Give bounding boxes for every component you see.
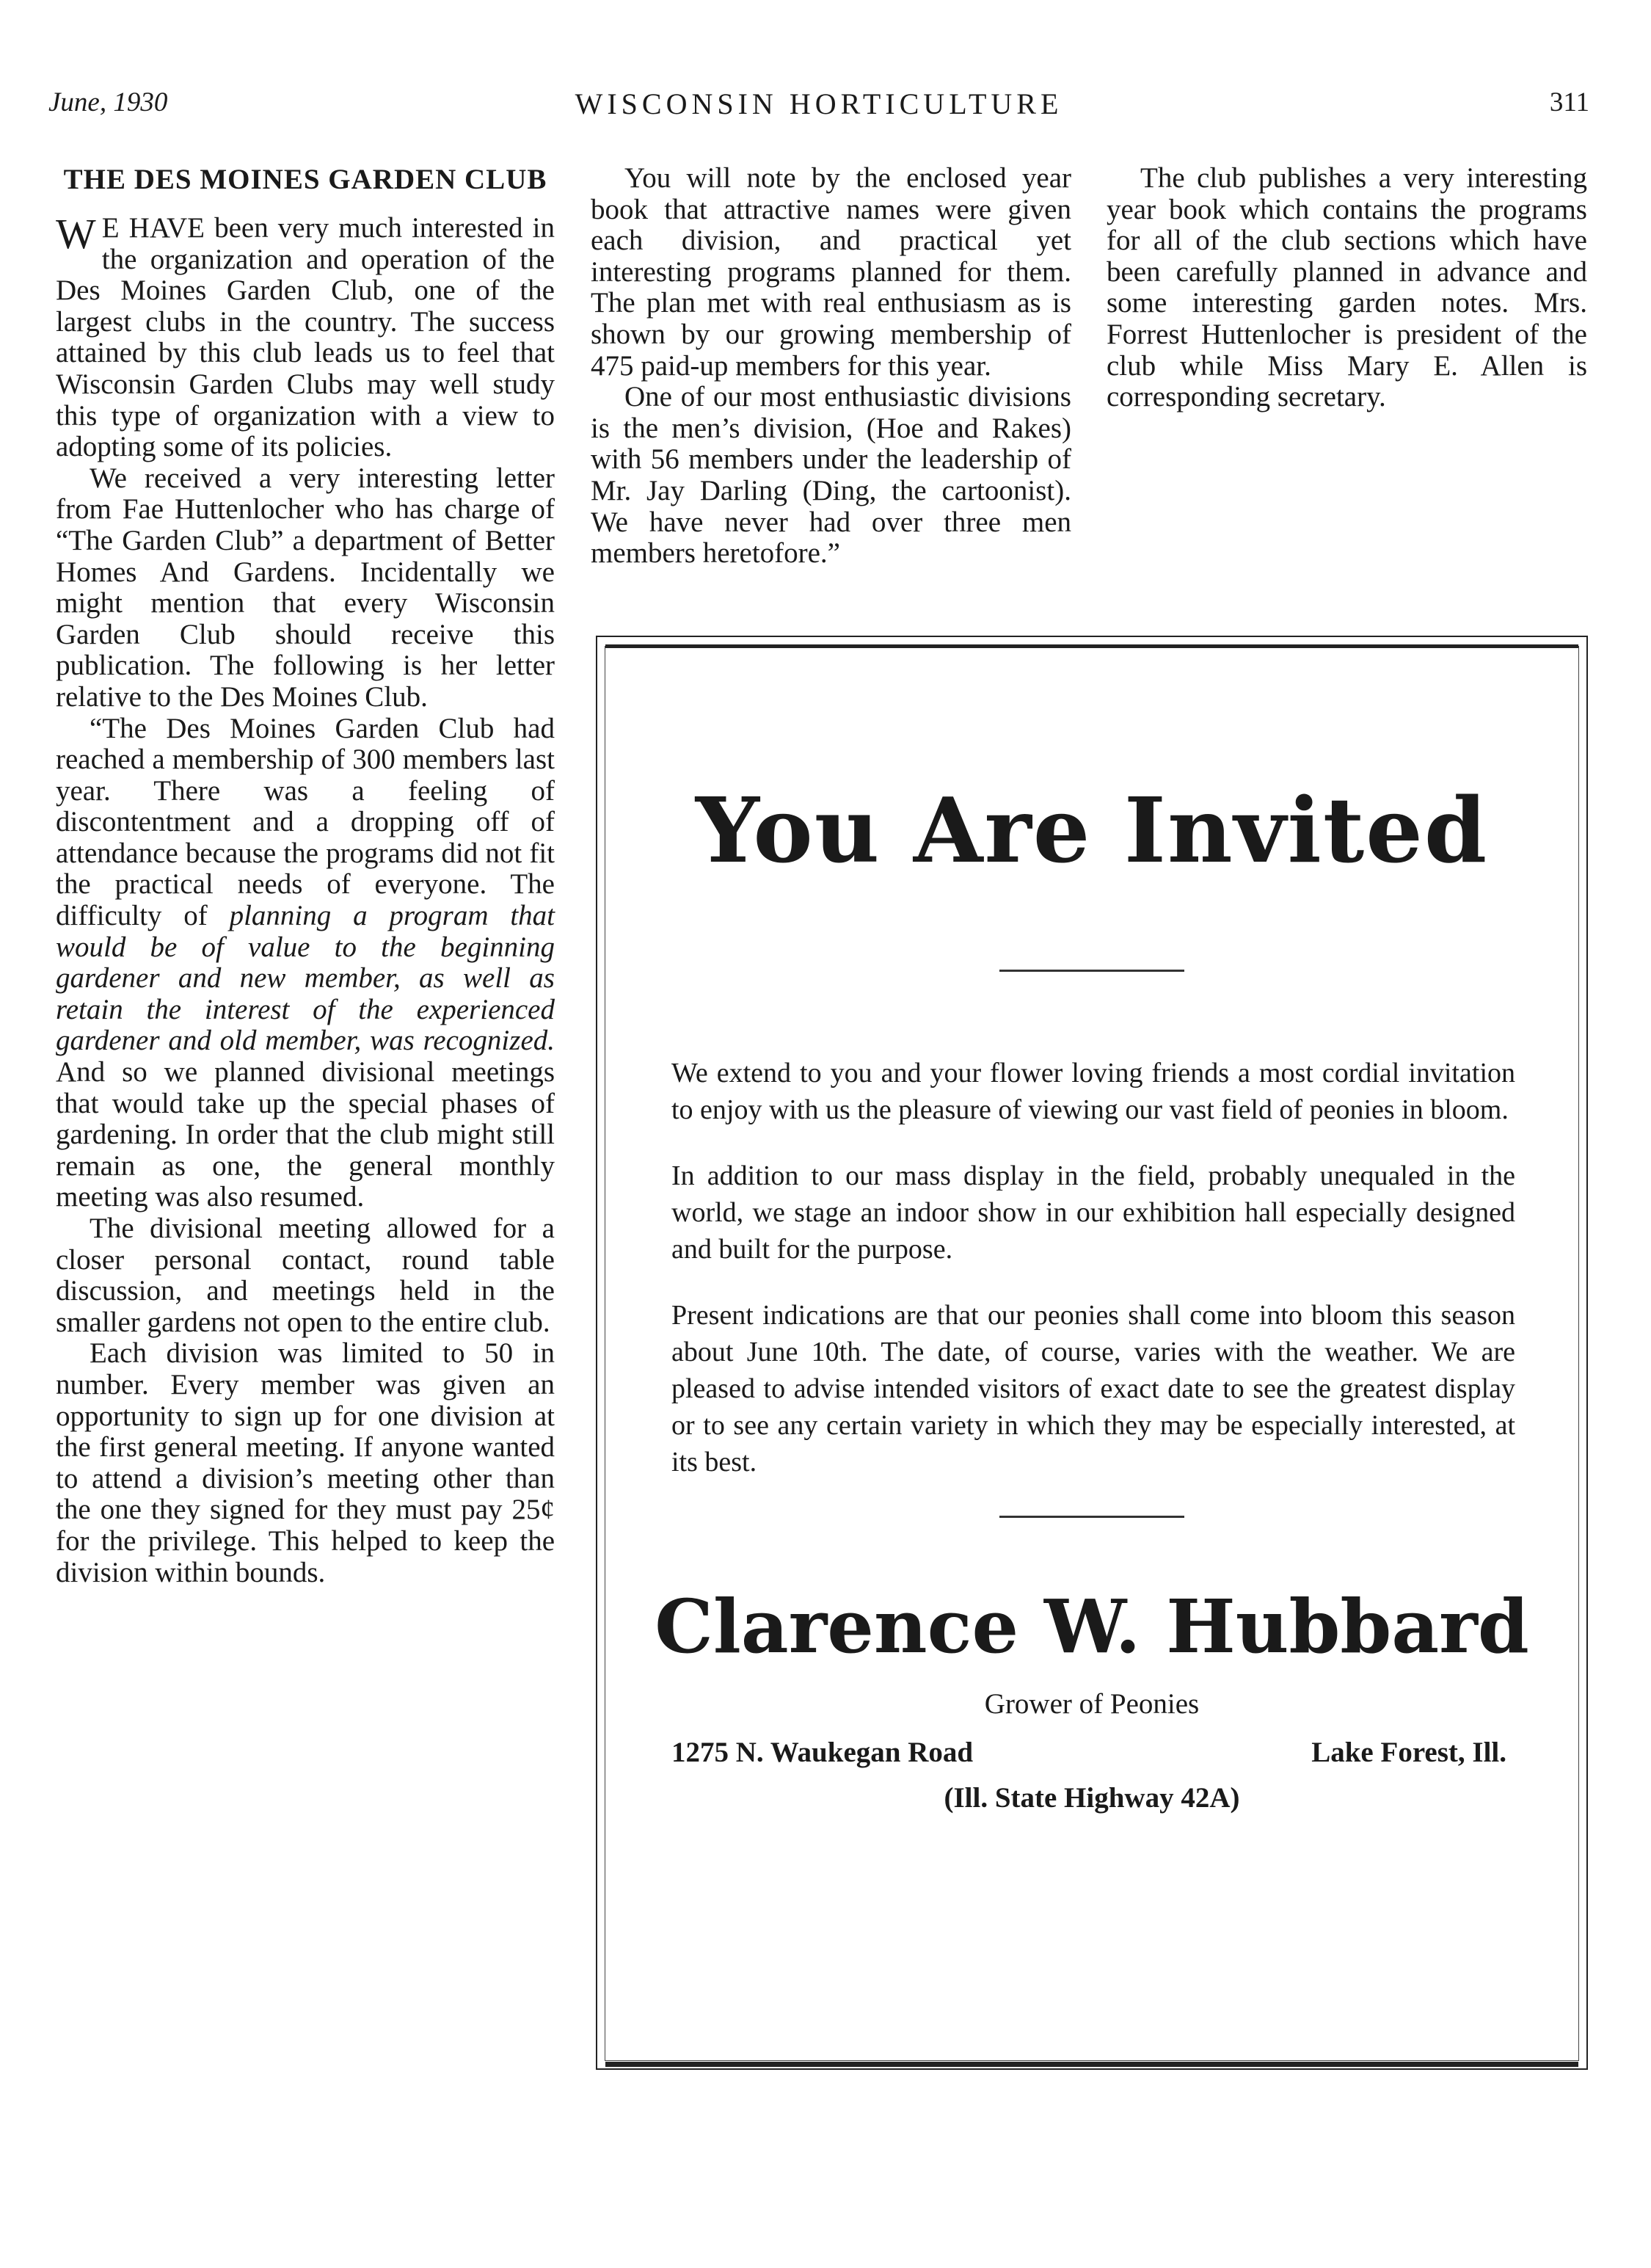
article-paragraph-7: One of our most enthusiastic divisions is the men’s division, (Hoe and Rakes) with 56 members under the leadership of Mr. Jay Darling (Ding, the cartoonist). We have never had over three men members heretofore.”	[591, 381, 1071, 570]
ad-divider-top	[999, 970, 1184, 972]
ad-body	[671, 1055, 1515, 1510]
ad-divider-bottom	[999, 1516, 1184, 1518]
journal-title: WISCONSIN HORTICULTURE	[575, 87, 1063, 120]
advertiser-city: Lake Forest, Ill.	[1311, 1737, 1506, 1768]
article-paragraph-2: We received a very interesting letter from Fae Huttenlocher who has charge of “The Garden Club” a department of Better Homes And Gardens. Incidentally we might mention that every Wisconsin Garden Club should receive this publication. The following is her letter relative to the Des Moines Club.	[56, 462, 555, 713]
ad-paragraph-2: In addition to our mass display in the field, probably unequaled in the world, we stage an indoor show in our exhibition hall especially designed and built for the purpose.	[671, 1160, 1515, 1265]
advertiser-name: Clarence W. Hubbard	[655, 1583, 1529, 1670]
advertisement-box	[596, 636, 1588, 2070]
drop-cap: W	[56, 210, 96, 258]
article-paragraph-6: You will note by the enclosed year book that attractive names were given each division, and practical yet interesting programs planned for them. The plan met with real enthusiasm as is shown by our growing membership of 475 paid-up members for this year.	[591, 162, 1071, 382]
article-paragraph-4: The divisional meeting allowed for a closer personal contact, round table discussion, and meetings held in the smaller gardens not open to the entire club.	[56, 1213, 555, 1338]
article-column-2	[591, 163, 1071, 570]
article-paragraph-5: Each division was limited to 50 in number. Every member was given an opportunity to sign up for one division at the first general meeting. If anyone wanted to attend a division’s meeting other than the one they signed for they must pay 25¢ for the privilege. This helped to keep the division within bounds.	[56, 1337, 555, 1588]
page-number: 311	[1549, 87, 1589, 117]
ad-paragraph-3: Present indications are that our peonies shall come into bloom this season about June 10th. The date, of course, varies with the weather. We are pleased to advise intended visitors of exact date to see the greatest display or to see any certain variety in which they may be especially interested, at its best.	[671, 1300, 1515, 1478]
paragraph-3-text-a: “The Des Moines Garden Club had reached a membership of 300 members last year. There was a feeling of discontentment and a dropping off of attendance because the programs did not fit the practical needs of everyone. The difficulty of	[56, 712, 555, 932]
ad-top-rule	[605, 644, 1578, 648]
article-title: THE DES MOINES GARDEN CLUB	[63, 164, 547, 195]
paragraph-3-italic: planning a program that would be of value to the beginning gardener and new member, as well as retain the interest of the experienced gardener and old member, was recognized.	[56, 900, 555, 1057]
advertiser-subtitle: Grower of Peonies	[984, 1688, 1200, 1720]
issue-date: June, 1930	[48, 87, 168, 117]
advertiser-highway: (Ill. State Highway 42A)	[944, 1782, 1240, 1814]
paragraph-3-text-b: And so we planned divisional meetings that would take up the special phases of gardening. In order that the club might still remain as one, the general monthly meeting was also resumed.	[56, 1056, 555, 1213]
ad-headline: You Are Invited	[695, 777, 1489, 883]
article-paragraph-8: The club publishes a very interesting year book which contains the programs for all of the club sections which have been carefully planned in advance and some interesting garden notes. Mrs. Forrest Huttenlocher is president of the club while Miss Mary E. Allen is corresponding secretary.	[1107, 162, 1587, 413]
article-column-1	[56, 163, 555, 1588]
ad-paragraph-1: We extend to you and your flower loving friends a most cordial invitation to enjoy with us the pleasure of viewing our vast field of peonies in bloom.	[671, 1058, 1515, 1125]
running-head	[48, 87, 1589, 131]
article-column-3	[1107, 163, 1587, 413]
advertiser-address: 1275 N. Waukegan Road	[671, 1737, 974, 1768]
paragraph-1-text: E HAVE been very much interested in the organization and operation of the Des Moines Garden Club, one of the largest clubs in the country. The success attained by this club leads us to feel that Wisconsin Garden Clubs may well study this type of organization with a view to adopting some of its policies.	[56, 212, 555, 463]
ad-inner-frame	[605, 646, 1579, 2061]
article-paragraph-1	[56, 210, 555, 463]
ad-bottom-rule	[605, 2062, 1578, 2067]
article-paragraph-3	[56, 713, 555, 1214]
